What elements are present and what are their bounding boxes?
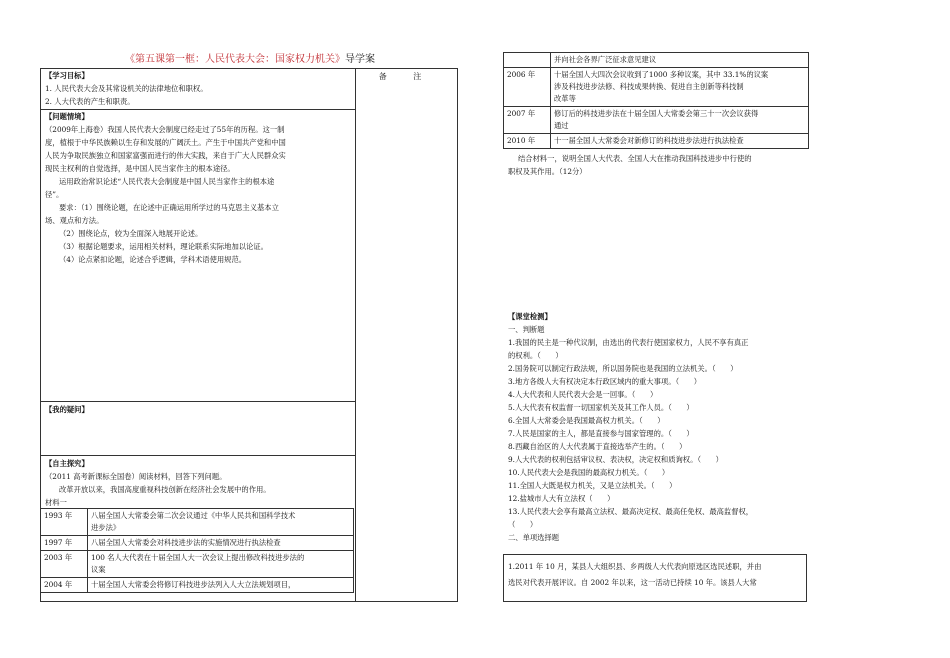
check-item: 5.人大代表有权监督一切国家机关及其工作人员。（ ） <box>508 403 694 412</box>
table-row <box>504 68 809 107</box>
mc-question-box <box>503 554 807 602</box>
objective-item: 2. 人大代表的产生和职责。 <box>45 97 135 106</box>
table-row <box>41 509 354 536</box>
mc-line: 选民对代表开展评议。自 2002 年以来，这一活动已持续 10 年。该县人大常 <box>508 578 757 587</box>
check-item: 7.人民是国家的主人，都是直接参与国家管理的。（ ） <box>508 429 694 438</box>
table-year: 1993 年 <box>41 509 88 536</box>
part-heading: 一、判断题 <box>508 325 545 334</box>
table-cell: 八届全国人大常委会对科技进步法的实施情况进行执法检查 <box>88 536 354 551</box>
situation-line: （4）论点紧扣论题，论述合乎逻辑，学科术语使用规范。 <box>59 255 247 264</box>
material-table-left <box>40 508 354 593</box>
table-cell: 100 名人大代表在十届全国人大一次会议上提出修改科技进步法的 议案 <box>88 551 354 578</box>
page-title <box>40 50 460 65</box>
divider <box>41 401 355 402</box>
check-item: 9.人大代表的权利包括审议权、表决权，决定权和质询权。（ ） <box>508 455 723 464</box>
table-row <box>504 134 809 149</box>
situation-section <box>45 110 286 266</box>
explore-section <box>45 457 271 509</box>
table-row <box>41 578 354 593</box>
check-item: 的权利。（ ） <box>508 351 563 360</box>
table-year: 2004 年 <box>41 578 88 593</box>
notes-header: 备 注 <box>378 72 434 81</box>
situation-line: 现民主权利的自觉选择，是中国人民当家作主的根本途径。 <box>45 164 235 173</box>
explore-line: 材料一 <box>45 498 67 507</box>
check-heading: 【课堂检测】 <box>508 312 552 321</box>
objectives-heading: 【学习目标】 <box>45 71 89 80</box>
table-cell: 十届全国人大常委会将修订科技进步法列入人大立法规划项目， <box>88 578 354 593</box>
check-section <box>508 310 753 544</box>
questions-heading: 【我的疑问】 <box>45 405 89 414</box>
table-year: 2007 年 <box>504 107 551 134</box>
situation-line: （2）围绕论点，较为全面深入地展开论述。 <box>59 229 203 238</box>
part-heading: 二、单项选择题 <box>508 533 560 542</box>
check-item: 12.盐城市人大有立法权（ ） <box>508 494 615 503</box>
mc-line: 1.2011 年 10 月，某县人大组织县、乡两级人大代表向原选区选民述职，并由 <box>508 562 762 571</box>
table-cell: 十一届全国人大常委会对新修订的科技进步法进行执法检查 <box>551 134 809 149</box>
table-year: 2010 年 <box>504 134 551 149</box>
table-cell: 并向社会各界广泛征求意见建议 <box>551 53 809 68</box>
situation-line: 要求：（1）围绕论题，在论述中正确运用所学过的马克思主义基本立 <box>59 203 279 212</box>
check-item: 6.全国人大常委会是我国最高权力机关。（ ） <box>508 416 665 425</box>
notes-divider <box>355 69 356 601</box>
situation-line: （2009年上海卷）我国人民代表大会制度已经走过了55年的历程。这一制 <box>45 125 285 134</box>
table-row <box>504 107 809 134</box>
situation-heading: 【问题情境】 <box>45 112 89 121</box>
title-main: 《第五课第一框：人民代表大会：国家权力机关》 <box>125 54 345 65</box>
situation-line: 人民为争取民族独立和国家富强而进行的伟大实践，来自于广大人民群众实 <box>45 151 286 160</box>
table-row <box>504 53 809 68</box>
table-year: 2003 年 <box>41 551 88 578</box>
table-year: 2006 年 <box>504 68 551 107</box>
objectives-section <box>45 69 208 108</box>
table-year <box>504 53 551 68</box>
check-item: 8.西藏自治区的人大代表属于直接选举产生的。（ ） <box>508 442 687 451</box>
check-item: 10.人民代表大会是我国的最高权力机关。（ ） <box>508 468 670 477</box>
table-cell: 十届全国人大四次会议收到了1000 多种议案，其中 33.1%的议案 涉及科技进步法修、科技成果转换、促进自主创新等科技制 改革等 <box>551 68 809 107</box>
situation-line: 运用政治常识论述“人民代表大会制度是中国人民当家作主的根本途 <box>59 177 275 186</box>
material-table-right <box>503 52 809 149</box>
check-item: 3.地方各级人大有权决定本行政区域内的重大事项。（ ） <box>508 377 702 386</box>
objective-item: 1. 人民代表大会及其常设机关的法律地位和职权。 <box>45 84 208 93</box>
situation-line: （3）根据论题要求，运用相关材料，理论联系实际地加以论证。 <box>59 242 268 251</box>
check-item: 4.人大代表和人民代表大会是一回事。（ ） <box>508 390 658 399</box>
situation-line: 径”。 <box>45 190 64 199</box>
check-item: 13.人民代表大会享有最高立法权、最高决定权、最高任免权、最高监督权， <box>508 507 754 516</box>
table-year: 1997 年 <box>41 536 88 551</box>
title-suffix: 导学案 <box>345 54 375 65</box>
table-row <box>41 551 354 578</box>
check-item: 2.国务院可以制定行政法规，所以国务院也是我国的立法机关。（ ） <box>508 364 738 373</box>
explore-question: 结合材料一，说明全国人大代表、全国人大在推动我国科技进步中行使的 职权及其作用。（12分） <box>508 154 752 176</box>
check-item: 11.全国人大既是权力机关，又是立法机关。（ ） <box>508 481 677 490</box>
situation-line: 度，植根于中华民族赖以生存和发展的广阔沃土。产生于中国共产党和中国 <box>45 138 286 147</box>
check-item: 1.我国的民主是一种代议制，由选出的代表行使国家权力，人民不享有真正 <box>508 338 749 347</box>
explore-line: （2011 高考新课标全国卷）阅读材料，回答下列问题。 <box>45 472 227 481</box>
table-cell: 八届全国人大常委会第二次会议通过《中华人民共和国科学技术 进步法》 <box>88 509 354 536</box>
table-cell: 修订后的科技进步法在十届全国人大常委会第三十一次会议获得 通过 <box>551 107 809 134</box>
check-item: （ ） <box>508 520 538 529</box>
table-row <box>41 536 354 551</box>
explore-heading: 【自主探究】 <box>45 459 89 468</box>
explore-line: 改革开放以来，我国高度重视科技创新在经济社会发展中的作用。 <box>59 485 271 494</box>
divider <box>41 455 355 456</box>
situation-line: 场、观点和方法。 <box>45 216 104 225</box>
